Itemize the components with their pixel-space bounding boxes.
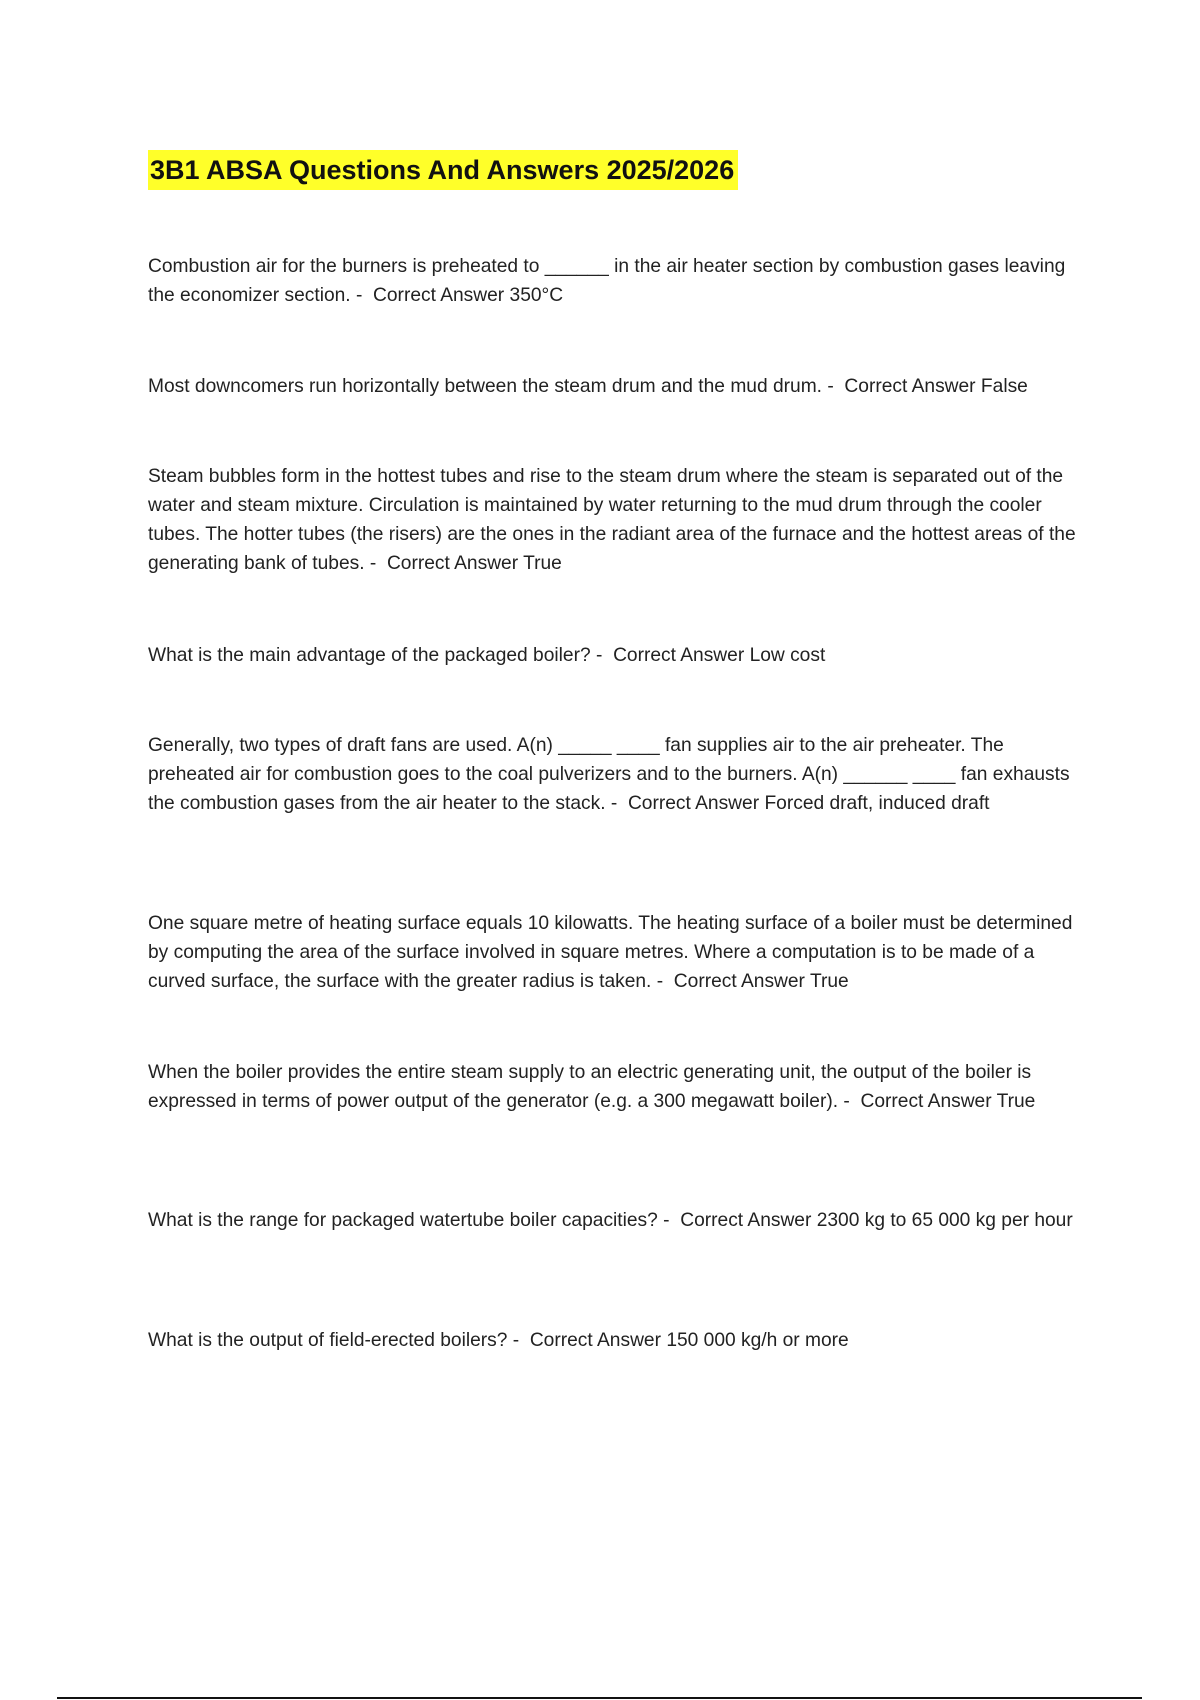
answer-label: Correct Answer <box>529 1330 661 1351</box>
answer-label: Correct Answer <box>373 285 505 306</box>
question-text: Steam bubbles form in the hottest tubes and rise to the steam drum where the steam is separated out of the water and steam mixture. Circulation is maintained by water returning to the mud drum through the cooler tubes. The hotter tubes (the risers) are the ones in the radiant area of the furnace and the hottest areas of the generating bank of tubes. <box>148 466 1076 574</box>
answer-label: Correct Answer <box>680 1210 812 1231</box>
answer-text: 2300 kg to 65 000 kg per hour <box>816 1210 1073 1231</box>
answer-text: 150 000 kg/h or more <box>666 1330 849 1351</box>
question-text: Generally, two types of draft fans are used. A(n) _____ ____ fan supplies air to the air preheater. The preheated air for combustion goes to the coal pulverizers and to the burners. A(n) ______ ____ fan exhausts the combustion gases from the air heater to the stack. <box>148 735 1070 814</box>
qa-item-1: Combustion air for the burners is preheated to ______ in the air heater section by combustion gases leaving the economizer section. - Correct Answer 350°C <box>148 256 1066 306</box>
question-text: Combustion air for the burners is preheated to ______ in the air heater section by combustion gases leaving the economizer section. <box>148 256 1066 306</box>
document-title: 3B1 ABSA Questions And Answers 2025/2026 <box>148 150 738 190</box>
qa-item-7: When the boiler provides the entire steam supply to an electric generating unit, the output of the boiler is expressed in terms of power output of the generator (e.g. a 300 megawatt boiler). - Correct Answer True <box>148 1062 1036 1112</box>
answer-label: Correct Answer <box>627 793 760 814</box>
answer-text: Forced draft, induced draft <box>764 793 990 814</box>
qa-item-3: Steam bubbles form in the hottest tubes and rise to the steam drum where the steam is separated out of the water and steam mixture. Circulation is maintained by water returning to the mud drum through the cooler tubes. The hotter tubes (the risers) are the ones in the radiant area of the furnace and the hottest areas of the generating bank of tubes. - Correct Answer True <box>148 466 1076 574</box>
answer-label: Correct Answer <box>673 971 805 992</box>
question-text: Most downcomers run horizontally between the steam drum and the mud drum. <box>148 376 823 397</box>
question-text: One square metre of heating surface equals 10 kilowatts. The heating surface of a boiler must be determined by computing the area of the surface involved in square metres. Where a computation is to be made of a curved surface, the surface with the greater radius is taken. <box>148 913 1073 992</box>
answer-text: False <box>980 376 1028 397</box>
qa-item-5: Generally, two types of draft fans are used. A(n) _____ ____ fan supplies air to the air preheater. The preheated air for combustion goes to the coal pulverizers and to the burners. A(n) ______ ____ fan exhausts the combustion gases from the air heater to the stack. - Correct Answer Forced draft, induced draft <box>148 735 1070 814</box>
answer-label: Correct Answer <box>613 645 745 666</box>
qa-item-6: One square metre of heating surface equals 10 kilowatts. The heating surface of a boiler must be determined by computing the area of the surface involved in square metres. Where a computation is to be made of a curved surface, the surface with the greater radius is taken. - Correct Answer True <box>148 913 1073 992</box>
answer-text: True <box>996 1091 1036 1112</box>
answer-label: Correct Answer <box>860 1091 992 1112</box>
qa-item-9: What is the output of field-erected boilers? - Correct Answer 150 000 kg/h or more <box>148 1330 849 1351</box>
question-text: When the boiler provides the entire steam supply to an electric generating unit, the output of the boiler is expressed in terms of power output of the generator (e.g. a 300 megawatt boiler). <box>148 1062 1032 1112</box>
answer-text: True <box>809 971 849 992</box>
answer-label: Correct Answer <box>844 376 976 397</box>
qa-item-8: What is the range for packaged watertube boiler capacities? - Correct Answer 2300 kg to 65 000 kg per hour <box>148 1210 1073 1231</box>
qa-item-2: Most downcomers run horizontally between the steam drum and the mud drum. - Correct Answer False <box>148 376 1028 397</box>
bottom-divider <box>57 1697 1142 1699</box>
answer-text: True <box>523 553 562 574</box>
question-text: What is the output of field-erected boilers? <box>148 1330 508 1351</box>
answer-text: Low cost <box>749 645 826 666</box>
qa-item-4: What is the main advantage of the packaged boiler? - Correct Answer Low cost <box>148 645 826 666</box>
question-text: What is the range for packaged watertube boiler capacities? <box>148 1210 658 1231</box>
answer-text: 350°C <box>509 285 564 306</box>
answer-label: Correct Answer <box>386 553 519 574</box>
question-text: What is the main advantage of the packaged boiler? <box>148 645 591 666</box>
